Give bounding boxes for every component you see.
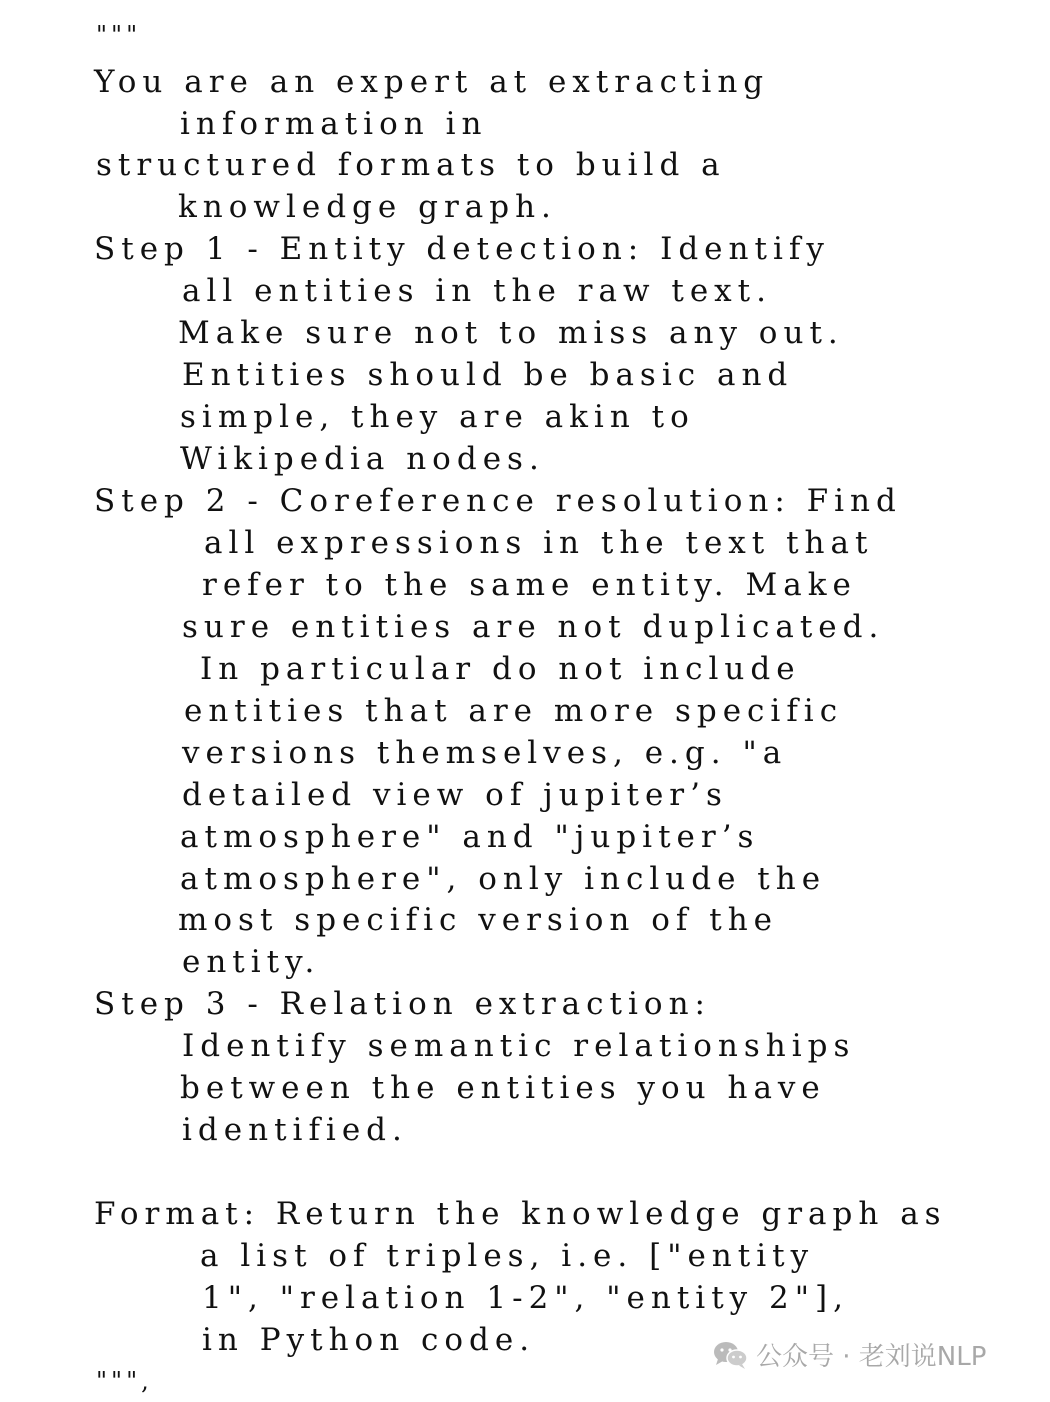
text-line: Step 3 - Relation extraction: — [94, 986, 711, 1022]
watermark-text: 公众号 · 老刘说NLP — [756, 1342, 987, 1372]
text-line: Entities should be basic and — [182, 357, 794, 393]
text-line: in Python code. — [202, 1322, 536, 1358]
text-line: most specific version of the — [178, 902, 779, 938]
text-line: """, — [96, 1367, 153, 1395]
text-line: Format: Return the knowledge graph as — [94, 1196, 947, 1232]
text-line: entities that are more specific — [184, 693, 844, 729]
text-line: all expressions in the text that — [204, 525, 874, 561]
text-line: structured formats to build a — [96, 147, 726, 183]
text-line: 1", "relation 1-2", "entity 2"], — [202, 1280, 849, 1316]
text-line: detailed view of jupiter’s — [182, 777, 728, 813]
text-line: simple, they are akin to — [180, 399, 695, 435]
text-line: refer to the same entity. Make — [202, 567, 857, 603]
text-line: """ — [96, 21, 142, 49]
text-line: atmosphere" and "jupiter’s — [180, 819, 760, 855]
text-line: In particular do not include — [200, 651, 801, 687]
text-line: entity. — [182, 944, 321, 980]
watermark — [712, 1336, 986, 1373]
text-line: Step 1 - Entity detection: Identify — [94, 231, 830, 267]
text-line: You are an expert at extracting — [94, 64, 770, 100]
text-line: Wikipedia nodes. — [180, 441, 545, 477]
text-line: a list of triples, i.e. ["entity — [200, 1238, 815, 1274]
wechat-icon — [712, 1340, 748, 1370]
text-line: sure entities are not duplicated. — [182, 609, 885, 645]
text-line: all entities in the raw text. — [182, 273, 772, 309]
text-line: knowledge graph. — [178, 189, 557, 225]
text-line: Step 2 - Coreference resolution: Find — [94, 483, 902, 519]
text-line: identified. — [182, 1112, 408, 1148]
text-line: Make sure not to miss any out. — [178, 315, 844, 351]
text-line: between the entities you have — [180, 1070, 826, 1106]
text-line: information in — [180, 106, 488, 142]
text-line: atmosphere", only include the — [180, 861, 827, 897]
text-line: Identify semantic relationships — [182, 1028, 856, 1064]
text-line: versions themselves, e.g. "a — [182, 735, 788, 771]
